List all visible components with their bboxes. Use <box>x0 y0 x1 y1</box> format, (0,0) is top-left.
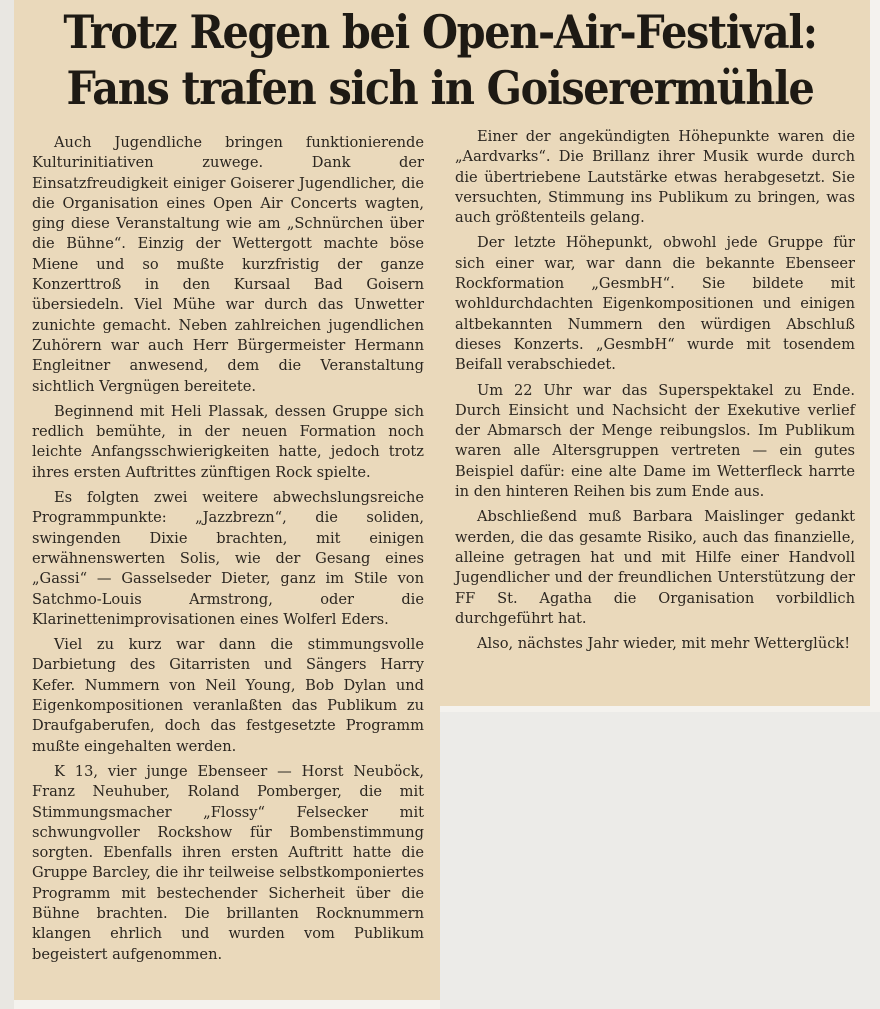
paragraph: Der letzte Höhepunkt, obwohl jede Gruppe für sich einer war, war dann die bekannte Ebenseer Rockformation „GesmbH“. Sie bildete mit wohldurchdachten Eigenkompositionen und einigen altbekannten Nummern den würdigen Abschluß dieses Konzerts. „GesmbH“ wurde mit tosendem Beifall verabschiedet. <box>455 234 855 374</box>
paragraph: Viel zu kurz war dann die stimmungsvolle Darbietung des Gitarristen und Sängers Harry Kefer. Nummern von Neil Young, Bob Dylan und Eigenkompositionen veranlaßten das Publikum zu Draufgaberufen, doch das festgesetzte Programm mußte eingehalten werden. <box>32 636 424 755</box>
paragraph: Abschließend muß Barbara Maislinger gedankt werden, die das gesamte Risiko, auch das finanzielle, alleine getragen hat und mit Hilfe einer Handvoll Jugendlicher und der freundlichen Unterstützung der FF St. Agatha die Organisation vorbildlich durchgeführt hat. <box>455 508 855 627</box>
paragraph: Beginnend mit Heli Plassak, dessen Gruppe sich redlich bemühte, in der neuen Formation noch leichte Anfangsschwierigkeiten hatte, jedoch trotz ihres ersten Auftrittes zünftigen Rock spielte. <box>32 402 424 481</box>
paragraph: Es folgten zwei weitere abwechslungsreiche Programmpunkte: „Jazzbrezn“, die soliden, swingenden Dixie brachten, mit einigen erwähnenswerten Solis, wie der Gesang eines „Gassi“ — Gasselseder Dieter, ganz im Stile von Satchmo-Louis Armstrong, oder die Klarinettenimprovisationen eines Wolferl Eders. <box>32 489 424 628</box>
scan-background-edge <box>0 0 14 1009</box>
headline-line-1: Trotz Regen bei Open-Air-Festival: <box>63 5 817 59</box>
headline-line-2: Fans trafen sich in Goiserermühle <box>66 61 814 115</box>
paragraph: Also, nächstes Jahr wieder, mit mehr Wetterglück! <box>477 635 851 653</box>
scan-background <box>440 712 880 1009</box>
paragraph: Einer der angekündigten Höhepunkte waren die „Aardvarks“. Die Brillanz ihrer Musik wurde durch die übertriebene Lautstärke etwas herabgesetzt. Sie versuchten, Stimmung ins Publikum zu bringen, was auch größtenteils gelang. <box>455 128 855 227</box>
article-column-right <box>455 127 855 659</box>
article-column-left <box>32 133 424 970</box>
paragraph: Um 22 Uhr war das Superspektakel zu Ende. Durch Einsicht und Nachsicht der Exekutive verlief der Abmarsch der Menge reibungslos. Im Publikum waren alle Altersgruppen vertreten — ein gutes Beispiel dafür: eine alte Dame im Wetterfleck harrte in den hinteren Reihen bis zum Ende aus. <box>455 381 855 501</box>
article-headline <box>62 4 818 116</box>
paragraph: Auch Jugendliche bringen funktionierende Kulturinitiativen zuwege. Dank der Einsatzfreudigkeit einiger Goiserer Jugendlicher, die die Organisation eines Open Air Concerts wagten, ging diese Veranstaltung wie am „Schnürchen über die Bühne“. Einzig der Wettergott machte böse Miene und so mußte kurzfristig der ganze Konzerttroß in den Kursaal Bad Goisern übersiedeln. Viel Mühe war durch das Unwetter zunichte gemacht. Neben zahlreichen jugendlichen Zuhörern war auch Herr Bürgermeister Hermann Engleitner anwesend, dem die Veranstaltung sichtlich Vergnügen bereitete. <box>32 134 424 395</box>
paragraph: K 13, vier junge Ebenseer — Horst Neuböck, Franz Neuhuber, Roland Pomberger, die mit Stimmungsmacher „Flossy“ Felsecker mit schwungvoller Rockshow für Bombenstimmung sorgten. Ebenfalls ihren ersten Auftritt hatte die Gruppe Barcley, die ihr teilweise selbstkomponiertes Programm mit bestechender Sicherheit über die Bühne brachten. Die brillanten Rocknummern klangen ehrlich und wurden vom Publikum begeistert aufgenommen. <box>32 762 424 963</box>
